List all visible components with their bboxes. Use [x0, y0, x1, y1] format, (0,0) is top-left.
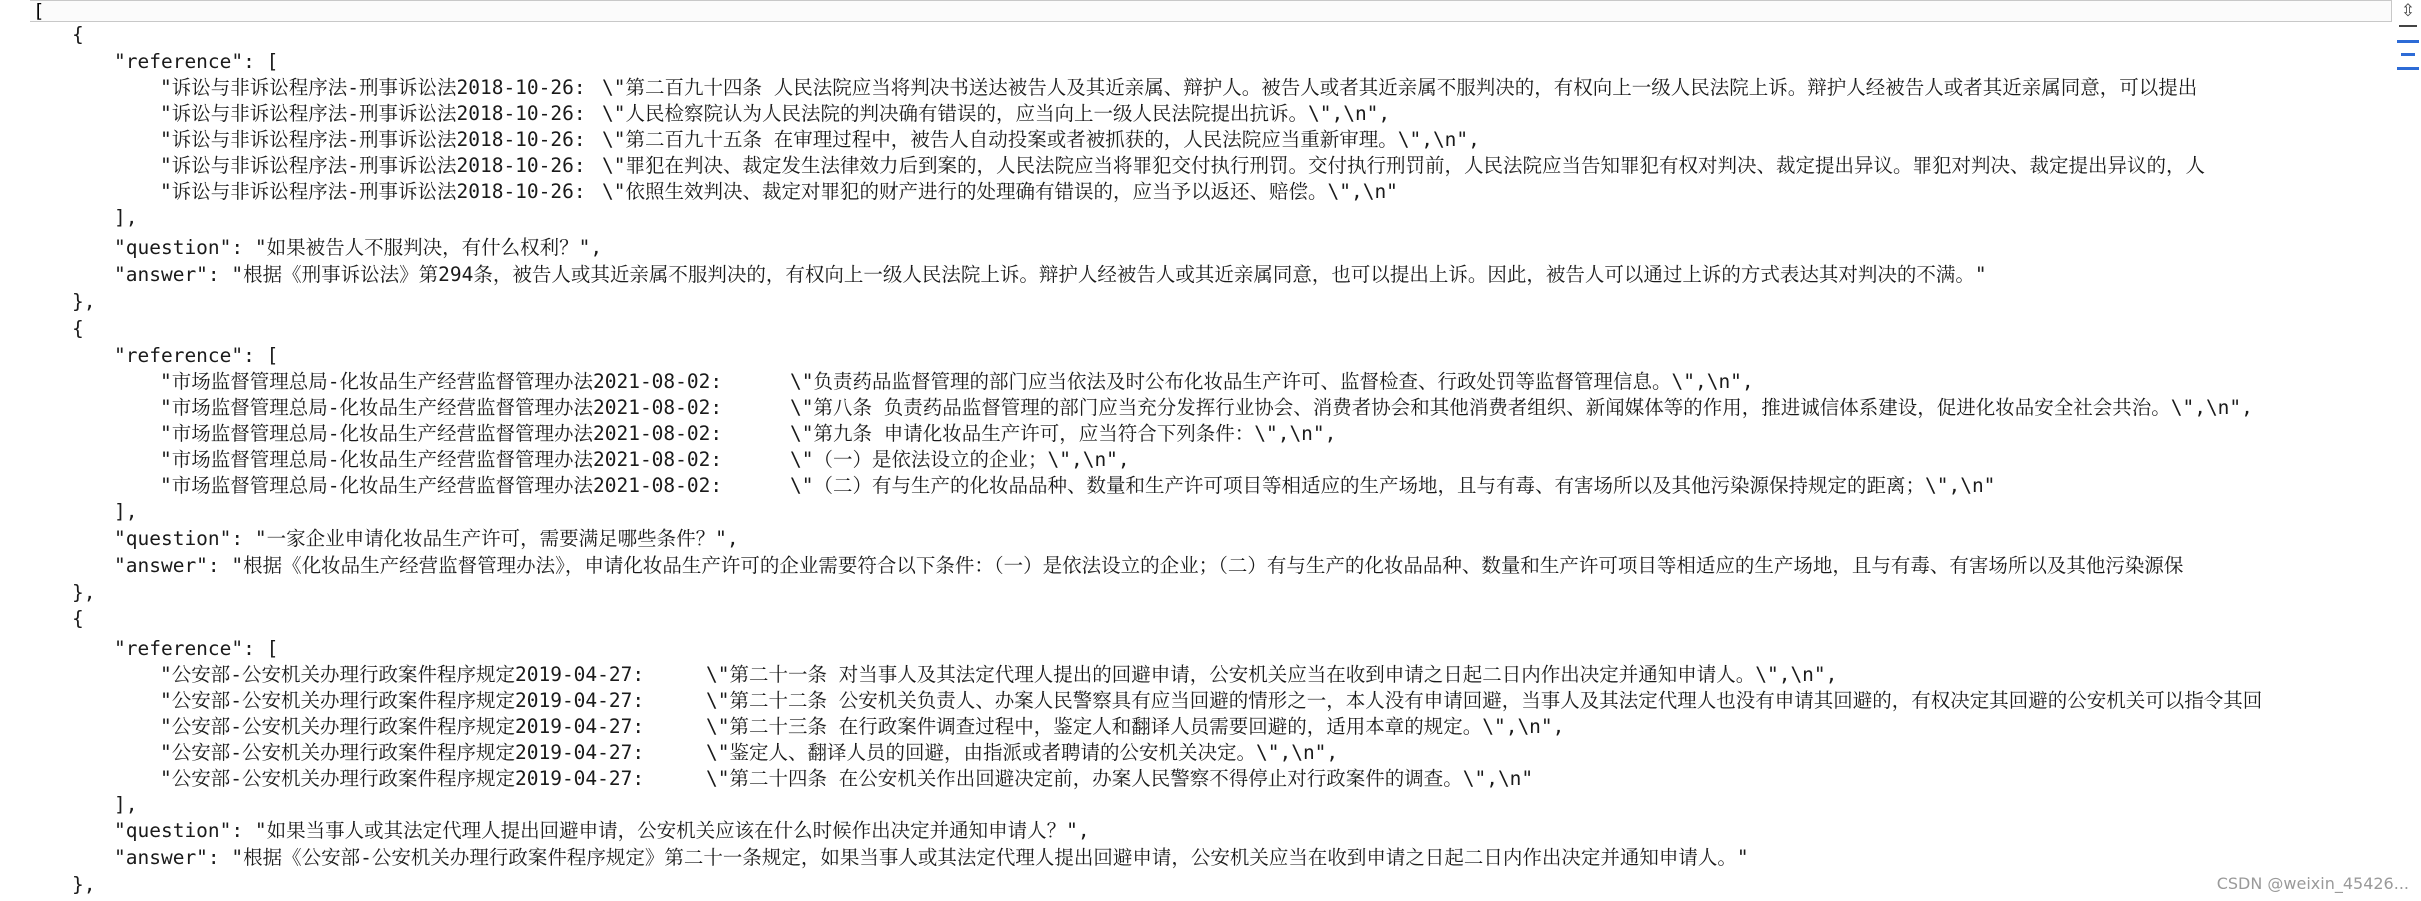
reference-source: "市场监督管理总局-化妆品生产经营监督管理办法2021-08-02:: [160, 370, 723, 393]
answer-line: "answer": "根据《刑事诉讼法》第294条，被告人或其近亲属不服判决的，有权向上一级人民法院上诉。辩护人经被告人或其近亲属同意，也可以提出上诉。因此，被告人可以通过上诉的方式表达其对判决的不满。": [114, 263, 1987, 286]
scroll-divider: [2399, 25, 2417, 27]
object-open-brace: {: [72, 317, 84, 340]
reference-text: \"第二十三条 在行政案件调查过程中，鉴定人和翻译人员需要回避的，适用本章的规定。\",\n",: [706, 715, 1565, 738]
reference-source: "诉讼与非诉讼程序法-刑事诉讼法2018-10-26:: [160, 180, 586, 203]
reference-text: \"（二）有与生产的化妆品品种、数量和生产许可项目等相适应的生产场地，且与有毒、有害场所以及其他污染源保持规定的距离；\",\n": [790, 474, 1996, 497]
object-close-brace: },: [72, 581, 96, 604]
reference-close-bracket: ],: [114, 793, 138, 816]
reference-text: \"（一）是依法设立的企业；\",\n",: [790, 448, 1130, 471]
reference-key: "reference": [: [114, 637, 279, 660]
reference-source: "公安部-公安机关办理行政案件程序规定2019-04-27:: [160, 767, 645, 790]
object-open-brace: {: [72, 607, 84, 630]
answer-line: "answer": "根据《化妆品生产经营监督管理办法》，申请化妆品生产许可的企业需要符合以下条件：（一）是依法设立的企业；（二）有与生产的化妆品品种、数量和生产许可项目等相适应的生产场地，且与有毒、有害场所以及其他污染源保: [114, 554, 2184, 577]
reference-source: "诉讼与非诉讼程序法-刑事诉讼法2018-10-26:: [160, 102, 586, 125]
reference-key: "reference": [: [114, 50, 279, 73]
array-open-bracket: [: [33, 0, 45, 22]
reference-text: \"第二十一条 对当事人及其法定代理人提出的回避申请，公安机关应当在收到申请之日起二日内作出决定并通知申请人。\",\n",: [706, 663, 1838, 686]
answer-line: "answer": "根据《公安部-公安机关办理行政案件程序规定》第二十一条规定，如果当事人或其法定代理人提出回避申请，公安机关应当在收到申请之日起二日内作出决定并通知申请人。": [114, 846, 1749, 869]
resize-arrows-icon[interactable]: ⇳: [2400, 1, 2416, 21]
reference-text: \"第九条 申请化妆品生产许可，应当符合下列条件：\",\n",: [790, 422, 1337, 445]
reference-key: "reference": [: [114, 344, 279, 367]
reference-text: \"罪犯在判决、裁定发生法律效力后到案的，人民法院应当将罪犯交付执行刑罚。交付执行刑罚前，人民法院应当告知罪犯有权对判决、裁定提出异议。罪犯对判决、裁定提出异议的，人: [602, 154, 2205, 177]
reference-text: \"鉴定人、翻译人员的回避，由指派或者聘请的公安机关决定。\",\n",: [706, 741, 1339, 764]
reference-text: \"第二百九十四条 人民法院应当将判决书送达被告人及其近亲属、辩护人。被告人或者其近亲属不服判决的，有权向上一级人民法院上诉。辩护人经被告人或者其近亲属同意，可以提出: [602, 76, 2198, 99]
question-line: "question": "如果当事人或其法定代理人提出回避申请，公安机关应该在什么时候作出决定并通知申请人？",: [114, 819, 1090, 842]
vertical-scrollbar[interactable]: [2395, 0, 2421, 901]
reference-text: \"第二百九十五条 在审理过程中，被告人自动投案或者被抓获的，人民法院应当重新审理。\",\n",: [602, 128, 1480, 151]
reference-source: "市场监督管理总局-化妆品生产经营监督管理办法2021-08-02:: [160, 396, 723, 419]
reference-source: "市场监督管理总局-化妆品生产经营监督管理办法2021-08-02:: [160, 448, 723, 471]
object-close-brace: },: [72, 873, 96, 896]
reference-source: "公安部-公安机关办理行政案件程序规定2019-04-27:: [160, 689, 645, 712]
question-line: "question": "一家企业申请化妆品生产许可，需要满足哪些条件？",: [114, 527, 739, 550]
reference-text: \"第二十二条 公安机关负责人、办案人民警察具有应当回避的情形之一，本人没有申请回避，当事人及其法定代理人也没有申请其回避的，有权决定其回避的公安机关可以指令其回: [706, 689, 2263, 712]
object-close-brace: },: [72, 290, 96, 313]
reference-source: "诉讼与非诉讼程序法-刑事诉讼法2018-10-26:: [160, 76, 586, 99]
reference-text: \"第二十四条 在公安机关作出回避决定前，办案人民警察不得停止对行政案件的调查。\",\n": [706, 767, 1534, 790]
reference-source: "诉讼与非诉讼程序法-刑事诉讼法2018-10-26:: [160, 154, 586, 177]
reference-close-bracket: ],: [114, 206, 138, 229]
question-line: "question": "如果被告人不服判决，有什么权利？",: [114, 236, 603, 259]
reference-source: "公安部-公安机关办理行政案件程序规定2019-04-27:: [160, 741, 645, 764]
reference-text: \"依照生效判决、裁定对罪犯的财产进行的处理确有错误的，应当予以返还、赔偿。\",\n": [602, 180, 1398, 203]
reference-source: "市场监督管理总局-化妆品生产经营监督管理办法2021-08-02:: [160, 474, 723, 497]
object-open-brace: {: [72, 23, 84, 46]
reference-text: \"负责药品监督管理的部门应当依法及时公布化妆品生产许可、监督检查、行政处罚等监督管理信息。\",\n",: [790, 370, 1754, 393]
reference-source: "市场监督管理总局-化妆品生产经营监督管理办法2021-08-02:: [160, 422, 723, 445]
scroll-thumb[interactable]: [2397, 40, 2419, 70]
watermark-text: CSDN @weixin_45426...: [2216, 874, 2409, 893]
reference-source: "公安部-公安机关办理行政案件程序规定2019-04-27:: [160, 663, 645, 686]
reference-source: "诉讼与非诉讼程序法-刑事诉讼法2018-10-26:: [160, 128, 586, 151]
reference-text: \"第八条 负责药品监督管理的部门应当充分发挥行业协会、消费者协会和其他消费者组织、新闻媒体等的作用，推进诚信体系建设，促进化妆品安全社会共治。\",\n",: [790, 396, 2253, 419]
reference-close-bracket: ],: [114, 500, 138, 523]
reference-source: "公安部-公安机关办理行政案件程序规定2019-04-27:: [160, 715, 645, 738]
reference-text: \"人民检察院认为人民法院的判决确有错误的，应当向上一级人民法院提出抗诉。\",\n",: [602, 102, 1391, 125]
